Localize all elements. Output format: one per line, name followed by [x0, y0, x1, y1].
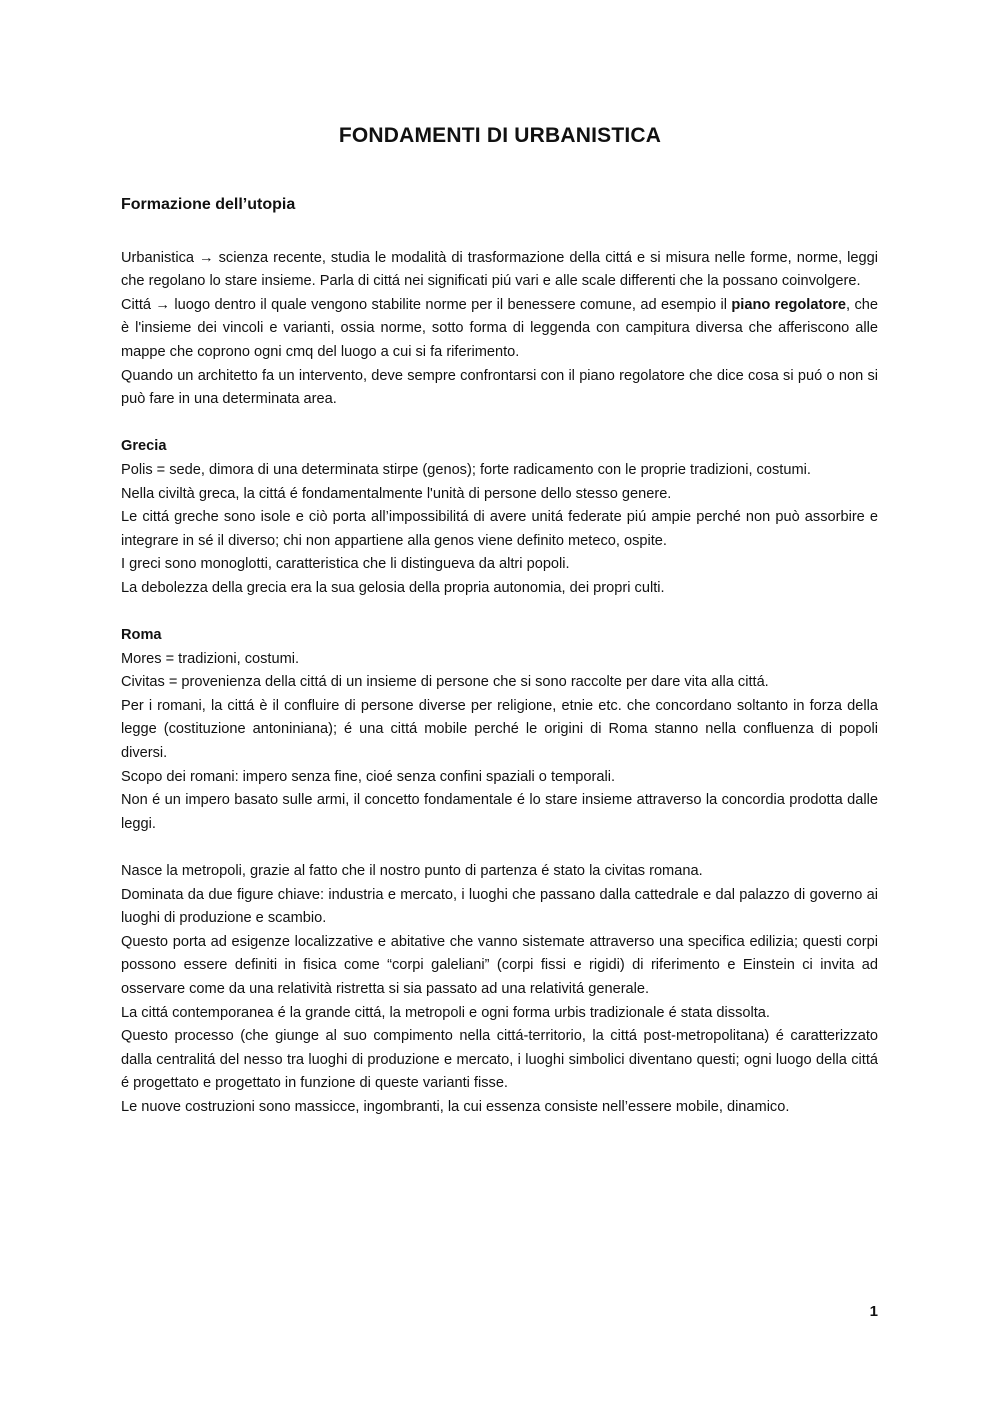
- spacer: [121, 601, 878, 625]
- paragraph: Scopo dei romani: impero senza fine, cioé senza confini spaziali o temporali.: [121, 768, 616, 785]
- paragraph: La cittá contemporanea é la grande cittá, la metropoli e ogni forma urbis tradizionale é stata dissolta.: [121, 1004, 770, 1021]
- paragraph: Per i romani, la cittá è il confluire di persone diverse per religione, etnie etc. che concordano soltanto in forza della legge (costituzione antoniniana); é una cittá mobile perché le origini di Roma stanno nella confluenza di popoli diversi.: [121, 697, 878, 762]
- document-body: [121, 193, 878, 1120]
- spacer: [121, 217, 878, 247]
- paragraph: Urbanistica → scienza recente, studia le modalità di trasformazione della cittá e si misura nelle forme, norme, leggi che regolano lo stare insieme. Parla di cittá nei significati piú vari e alle scale differenti che la possano coinvolgere.: [121, 249, 878, 290]
- document-title: FONDAMENTI DI URBANISTICA: [338, 124, 662, 147]
- text-run: Cittá → luogo dentro il quale vengono stabilite norme per il benessere comune, ad esempio il: [121, 296, 732, 313]
- paragraph: La debolezza della grecia era la sua gelosia della propria autonomia, dei propri culti.: [121, 579, 665, 596]
- paragraph: Dominata da due figure chiave: industria e mercato, i luoghi che passano dalla cattedrale e dal palazzo di governo ai luoghi di produzione e scambio.: [121, 886, 878, 927]
- paragraph: Le cittá greche sono isole e ciò porta all’impossibilitá di avere unitá federate piú ampie perché non può assorbire e integrare in sé il diverso; chi non appartiene alla genos viene definito meteco, ospite.: [121, 509, 878, 549]
- section-heading-utopia: Formazione dell’utopia: [121, 196, 296, 213]
- paragraph: Nella civiltà greca, la cittá é fondamentalmente l'unità di persone dello stesso genere.: [121, 485, 672, 502]
- bold-term: piano regolatore: [731, 296, 847, 313]
- paragraph: [121, 294, 878, 365]
- paragraph: Polis = sede, dimora di una determinata stirpe (genos); forte radicamento con le proprie tradizioni, costumi.: [121, 461, 811, 478]
- page-number: 1: [869, 1303, 878, 1320]
- section-heading-grecia: Grecia: [121, 438, 167, 455]
- paragraph: Non é un impero basato sulle armi, il concetto fondamentale é lo stare insieme attraverso la concordia prodotta dalle leggi.: [121, 792, 878, 832]
- paragraph: Mores = tradizioni, costumi.: [121, 650, 300, 667]
- spacer: [121, 412, 878, 436]
- paragraph: I greci sono monoglotti, caratteristica che li distingueva da altri popoli.: [121, 556, 570, 573]
- paragraph: Civitas = provenienza della cittá di un insieme di persone che si sono raccolte per dare vita alla cittá.: [121, 674, 769, 691]
- paragraph: Questo processo (che giunge al suo compimento nella cittá-territorio, la cittá post-metropolitana) é caratterizzato dalla centralitá del nesso tra luoghi di produzione e mercato, i luoghi simbolici diventano questi; ogni luogo della cittá é progettato e progettato in funzione di queste varianti fisse.: [121, 1028, 878, 1092]
- paragraph: Nasce la metropoli, grazie al fatto che il nostro punto di partenza é stato la civitas romana.: [121, 863, 703, 880]
- paragraph: Le nuove costruzioni sono massicce, ingombranti, la cui essenza consiste nell’essere mobile, dinamico.: [121, 1098, 790, 1115]
- paragraph: Questo porta ad esigenze localizzative e abitative che vanno sistemate attraverso una specifica edilizia; questi corpi possono essere definiti in fisica come “corpi galeliani” (corpi fissi e rigidi) di riferimento e Einstein ci invita ad osservare come da una relatività ristretta si sia passato ad una relativitá generale.: [121, 933, 878, 997]
- text-run: , che è l'insieme dei vincoli e varianti, ossia norme, sotto forma di leggenda con campitura diversa che afferiscono alle mappe che coprono ogni cmq del luogo a cui si fa riferimento.: [121, 296, 878, 360]
- paragraph: Quando un architetto fa un intervento, deve sempre confrontarsi con il piano regolatore che dice cosa si puó o non si può fare in una determinata area.: [121, 367, 878, 408]
- section-heading-roma: Roma: [121, 627, 162, 644]
- spacer: [121, 836, 878, 860]
